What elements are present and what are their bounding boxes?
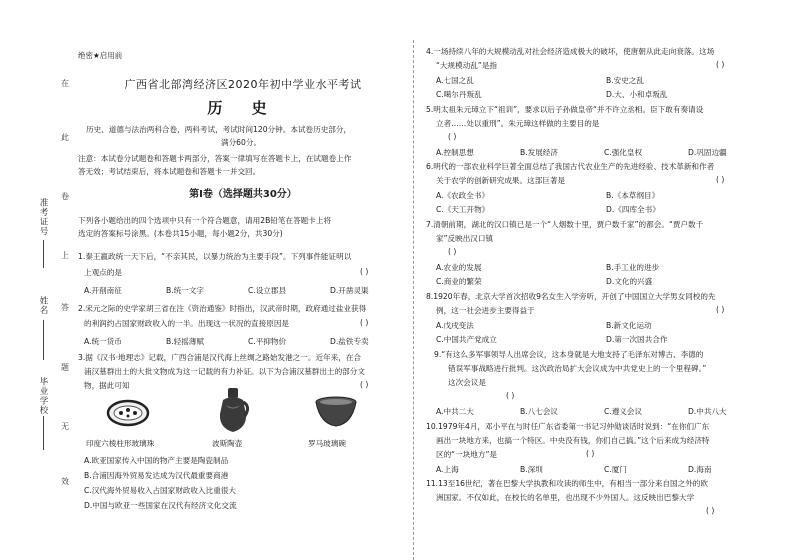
option: D.中共八大 <box>688 407 727 416</box>
intro-line: 满分60分。 <box>221 138 262 147</box>
question-9-stem: 这次会议是 <box>448 378 486 387</box>
option: A.控制思想 <box>436 148 474 157</box>
margin-char: 答 <box>61 303 69 312</box>
option: C.《天工开物》 <box>436 205 490 214</box>
question-10-stem: 区的“一块地方”是 <box>436 450 498 459</box>
exam-number-label: 准考证号 <box>38 198 48 236</box>
question-1-stem: 上观点的是 <box>84 268 122 277</box>
option: B.合浦因海外贸易发达成为汉代最重要商港 <box>84 471 229 480</box>
option: D.开凿灵渠 <box>330 286 369 295</box>
option: B.轻摇薄赋 <box>166 337 204 346</box>
secret-mark: 绝密★启用前 <box>78 51 123 60</box>
figure-caption: 波斯陶壶 <box>212 439 243 448</box>
margin-char: 题 <box>61 363 69 372</box>
margin-char: 卷 <box>61 192 69 201</box>
question-3-stem: 3.据《汉书·地理志》记载，广西合浦是汉代海上丝绸之路始发港之一。近年来，在合 <box>78 353 362 362</box>
persian-pottery-jar-image <box>213 386 253 434</box>
option: C.遵义会议 <box>604 407 643 416</box>
option: A.上海 <box>436 465 459 474</box>
answer-paren: ( ) <box>360 267 369 276</box>
option: D.巩固边疆 <box>688 148 727 157</box>
subject-title: 历 史 <box>207 99 279 117</box>
question-6-stem: 6.明代的一部农业科学巨著全面总结了我国古代农业生产的先进经验、技术革新和作者 <box>426 162 715 171</box>
intro-line: 答无效；考试结束后，将本试题卷和答题卡一并交回。 <box>78 167 261 176</box>
question-10-stem: 10.1979年4月，邓小平在与时任广东省委第一书记习仲勋谈话时说到：“在你们广东 <box>426 422 710 431</box>
option: D.中国与欧亚一些国家在汉代有经济文化交流 <box>84 501 237 510</box>
school-label: 毕业学校 <box>38 377 48 415</box>
margin-char: 此 <box>61 133 69 142</box>
option: B.手工业的进步 <box>606 263 660 272</box>
answer-paren: ( ) <box>448 132 457 141</box>
answer-paren: ( ) <box>448 247 457 256</box>
binding-margin <box>0 0 72 560</box>
exam-number-blank <box>43 240 44 268</box>
option: B.深圳 <box>520 465 543 474</box>
option: D.文化的兴盛 <box>606 277 653 286</box>
answer-paren: ( ) <box>716 305 725 314</box>
option: D.盐铁专卖 <box>330 337 369 346</box>
option: B.统一文字 <box>166 286 204 295</box>
option: C.设立郡县 <box>248 286 287 295</box>
option: A.欧亚国家传入中国的物产主要是陶瓷制品 <box>84 456 229 465</box>
option: C.噶尔丹叛乱 <box>436 90 482 99</box>
option: C.厦门 <box>604 465 627 474</box>
question-9-stem: 错误军事战略进行批判。这次政治局扩大会议成为中共党史上的一个里程碑。” <box>448 364 707 373</box>
roman-glass-bowl-image <box>312 394 360 430</box>
question-9-stem: 9.“有这么多军事领导人出席会议，这本身就是大地支持了毛泽东对博古、李德的 <box>434 350 704 359</box>
figure-caption: 罗马玻璃碗 <box>308 439 346 448</box>
figure-caption: 印度六棱柱形玻璃珠 <box>86 439 155 448</box>
question-6-stem: 关于农学的创新研究成果。这部巨著是 <box>436 176 566 185</box>
question-5-stem: 立者……处以重刑”。朱元璋这样做的主要目的是 <box>436 119 600 128</box>
option: A.开削南征 <box>84 286 122 295</box>
option: B.新文化运动 <box>606 321 652 330</box>
question-1-stem: 1.秦王嬴政统一天下后，“不亲其民，以暴力统治为主要手段”。下列事件能证明以 <box>78 252 352 261</box>
answer-paren: ( ) <box>586 449 595 458</box>
question-3-stem: 浦汉墓群出土的大批文物成为这一记载的有力补证。以下为合浦汉墓群出土的部分文 <box>84 367 365 376</box>
name-label: 姓名 <box>38 296 48 315</box>
question-11-stem: 11.13至16世纪，著在巴黎大学执教和攻读的师生中，有相当一部分来自国之外的欧 <box>426 479 708 488</box>
question-8-stem: 8.1920年春，北京大学首次招收9名女生入学旁听，开创了中国国立大学男女同校的先 <box>426 292 716 301</box>
margin-char: 上 <box>61 251 69 260</box>
intro-line: 历史、道德与法治两科合卷，两科考试，考试时间120分钟。本试卷历史部分， <box>86 125 352 134</box>
option: A.统一货币 <box>84 337 122 346</box>
answer-paren: ( ) <box>360 318 369 327</box>
option: A.戊戌变法 <box>436 321 474 330</box>
margin-char: 无 <box>61 422 69 431</box>
question-8-stem: 例，这一社会进步主要得益于 <box>436 306 535 315</box>
question-5-stem: 5.明太祖朱元璋立下“祖训”，要求以后子孙做皇帝“并不许立丞相。臣下敢有奏请设 <box>426 105 704 114</box>
exam-title: 广西省北部湾经济区2020年初中学业水平考试 <box>124 78 362 91</box>
option: C.强化皇权 <box>604 148 643 157</box>
question-4-stem: “大规模动乱”是指 <box>436 61 498 70</box>
column-divider <box>413 40 414 560</box>
answer-paren: ( ) <box>360 380 369 389</box>
option: A.农业的发展 <box>436 263 482 272</box>
option: D.《四库全书》 <box>606 205 660 214</box>
option: C.平抑物价 <box>248 337 287 346</box>
glass-bead-image <box>104 396 152 430</box>
option: B.八七会议 <box>520 407 558 416</box>
margin-char: 效 <box>61 477 69 486</box>
option: C.商业的繁荣 <box>436 277 482 286</box>
name-blank <box>43 320 44 360</box>
question-10-stem: 画出一块地方来，也搞一个特区。中央没有钱，你们自己搞。”这个后来成为经济特 <box>436 436 710 445</box>
instructions-line: 选定的答案标号涂黑。(本卷共15小题，每小题2分，共30分) <box>78 229 283 238</box>
question-11-stem: 洲国家。不仅如此，在校长的名单里，也出现不少外国人。这反映出巴黎大学 <box>436 493 695 502</box>
question-3-stem: 物，据此可知 <box>84 381 130 390</box>
margin-char: 在 <box>61 79 69 88</box>
instructions-line: 下列各小题给出的四个选项中只有一个符合题意，请用2B铅笔在答题卡上将 <box>78 216 332 225</box>
option: A.《农政全书》 <box>436 191 490 200</box>
option: C.汉代海外贸易收入占国家财政收入比重很大 <box>84 486 236 495</box>
intro-line: 注意：本试卷分试题卷和答题卡两部分，答案一律填写在答题卡上，在试题卷上作 <box>78 154 352 163</box>
question-4-stem: 4.一场持续八年的大规模动乱对社会经济造成极大的破坏，使唐朝从此走向衰落。这场 <box>426 47 715 56</box>
question-2-stem: 的利润约占国家财政收入的一半。出现这一状况的直接原因是 <box>84 319 290 328</box>
answer-paren: ( ) <box>716 175 725 184</box>
question-7-stem: 7.清朝前期，湖北的汉口镇已是一个“人烟数十里，贾户数千家”的都会。“贾户数千 <box>426 220 704 229</box>
option: A.中共二大 <box>436 407 474 416</box>
answer-paren: ( ) <box>706 506 715 515</box>
option: B.安史之乱 <box>606 76 644 85</box>
option: B.《本草纲目》 <box>606 191 660 200</box>
option: D.海南 <box>688 465 712 474</box>
option: D.第一次国共合作 <box>606 335 668 344</box>
option: A.七国之乱 <box>436 76 474 85</box>
question-2-stem: 2.宋元之际的史学家胡三省在注《资治通鉴》时指出，汉武帝时期，政府通过盐业获得 <box>78 304 367 313</box>
option: C.中国共产党成立 <box>436 335 497 344</box>
question-7-stem: 家”反映出汉口镇 <box>436 234 494 243</box>
school-blank <box>43 416 44 450</box>
section-heading: 第Ⅰ卷（选择题共30分） <box>189 189 297 200</box>
answer-paren: ( ) <box>716 60 725 69</box>
option: D.大、小和卓叛乱 <box>606 90 668 99</box>
answer-paren: ( ) <box>506 391 515 400</box>
option: B.发展经济 <box>520 148 558 157</box>
